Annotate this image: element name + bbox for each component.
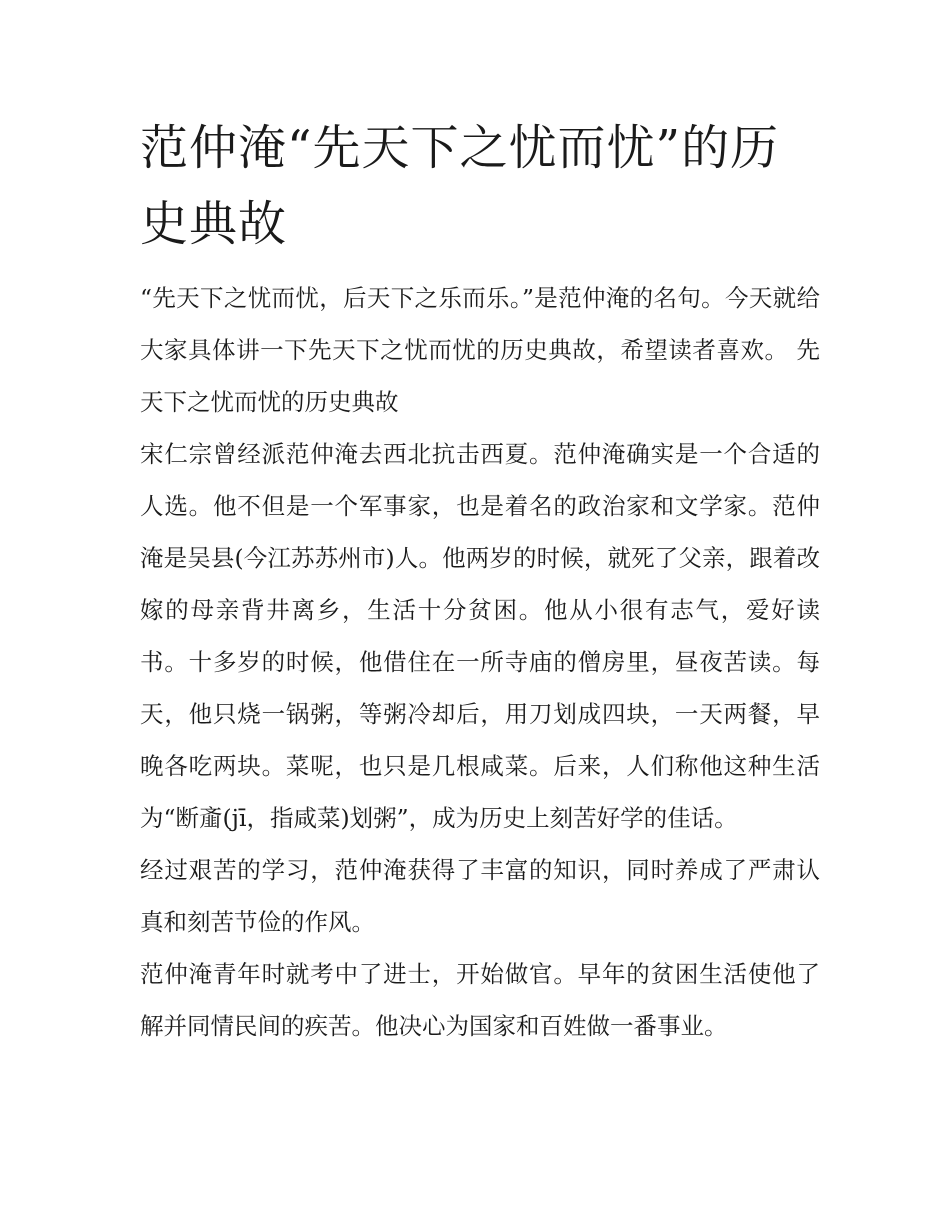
document-title: 范仲淹“先天下之忧而忧”的历史典故 <box>140 120 780 252</box>
paragraph-career: 范仲淹青年时就考中了进士，开始做官。早年的贫困生活使他了解并同情民间的疾苦。他决心为国家和百姓做一番事业。 <box>140 960 820 1040</box>
document-page <box>140 110 820 1052</box>
paragraph-intro: “先天下之忧而忧，后天下之乐而乐。”是范仲淹的名句。今天就给大家具体讲一下先天下之忧而忧的历史典故，希望读者喜欢。 先天下之忧而忧的历史典故 <box>140 284 820 416</box>
paragraph-story: 宋仁宗曾经派范仲淹去西北抗击西夏。范仲淹确实是一个合适的人选。他不但是一个军事家，也是着名的政治家和文学家。范仲淹是吴县(今江苏苏州市)人。他两岁的时候，就死了父亲，跟着改嫁的母亲背井离乡，生活十分贫困。他从小很有志气，爱好读书。十多岁的时候，他借住在一所寺庙的僧房里，昼夜苦读。每天，他只烧一锅粥，等粥冷却后，用刀划成四块，一天两餐，早晚各吃两块。菜呢，也只是几根咸菜。后来，人们称他这种生活为“断齑(jī，指咸菜)划粥”，成为历史上刻苦好学的佳话。 <box>140 440 820 832</box>
paragraph-study: 经过艰苦的学习，范仲淹获得了丰富的知识，同时养成了严肃认真和刻苦节俭的作风。 <box>140 856 820 936</box>
